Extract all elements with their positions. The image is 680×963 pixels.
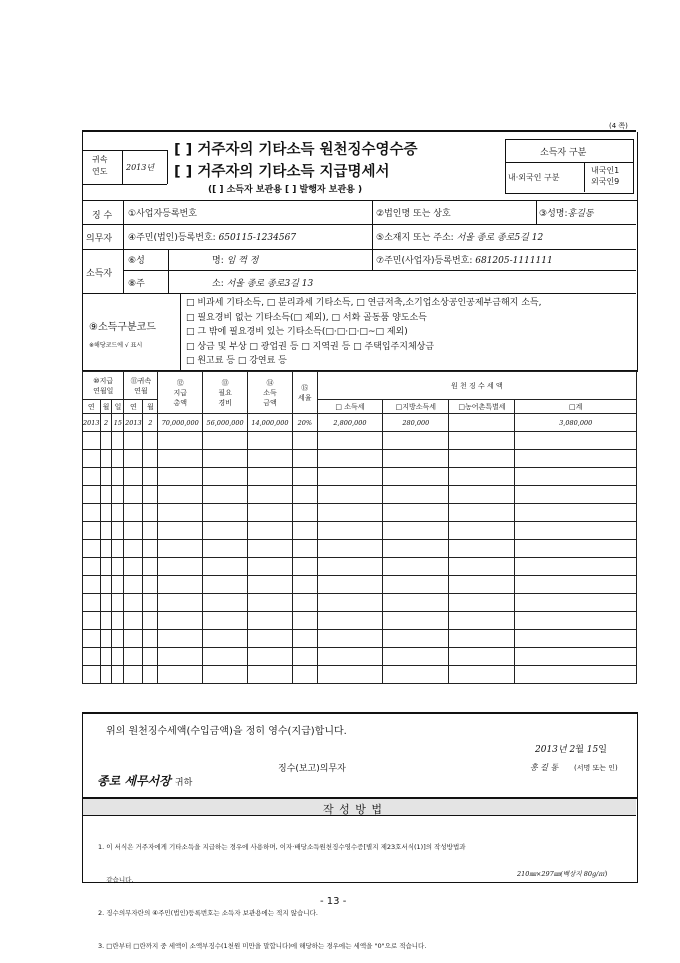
page-number: - 13 - (320, 896, 347, 907)
title-statement: [ ] 거주자의 기타소득 지급명세서 (174, 164, 390, 180)
header-withholding: 원 천 징 수 세 액 (317, 372, 636, 400)
table-cell[interactable] (100, 540, 112, 558)
table-cell[interactable] (158, 468, 203, 486)
table-cell[interactable] (383, 450, 449, 468)
receipt-date-year: 2013년 (535, 745, 567, 755)
field-address (376, 230, 543, 243)
table-cell[interactable] (112, 504, 124, 522)
earner-name-value: 임 꺽 정 (226, 256, 259, 266)
header-attr-month: 월 (143, 400, 158, 414)
table-cell[interactable] (449, 576, 515, 594)
table-cell[interactable] (248, 486, 293, 504)
table-cell[interactable] (124, 540, 143, 558)
table-cell[interactable] (124, 576, 143, 594)
table-cell[interactable] (515, 540, 637, 558)
table-cell[interactable] (515, 612, 637, 630)
table-cell[interactable] (143, 486, 158, 504)
table-cell[interactable] (383, 594, 449, 612)
table-cell[interactable] (449, 648, 515, 666)
table-row (83, 558, 637, 576)
table-cell[interactable] (248, 594, 293, 612)
table-cell[interactable] (449, 450, 515, 468)
table-cell[interactable] (124, 522, 143, 540)
earner-name-label: 명: (212, 256, 224, 266)
header-rural-tax: □농어촌특별세 (449, 400, 515, 414)
earner-resident-label: ⑦주민(사업자)등록번호: (376, 256, 473, 266)
table-cell[interactable] (515, 648, 637, 666)
table-cell[interactable] (317, 648, 382, 666)
table-cell[interactable] (248, 666, 293, 684)
table-cell[interactable] (124, 648, 143, 666)
income-code-option[interactable]: □ 원고료 등 □ 강연료 등 (186, 356, 287, 366)
income-code-option[interactable]: □ 그 밖에 필요경비 있는 기타소득(□·□·□·□~□ 제외) (186, 327, 408, 337)
income-code-title: ⑨소득구분코드 (89, 322, 156, 333)
table-cell[interactable] (292, 468, 317, 486)
table-cell[interactable] (248, 540, 293, 558)
table-cell[interactable] (383, 612, 449, 630)
table-cell[interactable] (143, 594, 158, 612)
table-cell[interactable] (203, 468, 248, 486)
table-cell[interactable] (143, 450, 158, 468)
table-cell[interactable] (203, 558, 248, 576)
table-cell[interactable] (83, 558, 101, 576)
table-cell[interactable] (383, 432, 449, 450)
table-cell[interactable] (383, 468, 449, 486)
table-cell[interactable] (292, 630, 317, 648)
table-cell[interactable] (124, 666, 143, 684)
rep-name-value: 홍길동 (567, 209, 594, 219)
table-cell[interactable]: 2013 (83, 414, 101, 432)
table-cell[interactable] (158, 576, 203, 594)
table-cell[interactable] (449, 432, 515, 450)
table-cell[interactable] (83, 468, 101, 486)
table-cell[interactable] (515, 486, 637, 504)
table-cell[interactable] (383, 540, 449, 558)
table-cell[interactable]: 2 (100, 414, 112, 432)
table-cell[interactable] (203, 648, 248, 666)
table-cell[interactable] (83, 648, 101, 666)
table-cell[interactable] (124, 450, 143, 468)
table-cell[interactable] (124, 630, 143, 648)
table-cell[interactable] (449, 486, 515, 504)
table-cell[interactable] (112, 612, 124, 630)
earner-address-num: ⑧주 (128, 279, 145, 289)
resident-no-label: ④주민(법인)등록번호: (128, 233, 216, 243)
table-cell[interactable] (100, 450, 112, 468)
table-cell[interactable] (124, 612, 143, 630)
income-code-option[interactable]: □ 필요경비 없는 기타소득(□ 제외), □ 서화 골동품 양도소득 (186, 312, 427, 323)
table-cell[interactable] (515, 468, 637, 486)
table-cell[interactable] (158, 450, 203, 468)
table-cell[interactable] (449, 612, 515, 630)
withholding-table (82, 371, 637, 684)
table-cell[interactable] (292, 594, 317, 612)
table-cell[interactable] (203, 504, 248, 522)
table-cell[interactable] (100, 630, 112, 648)
table-cell[interactable] (112, 522, 124, 540)
table-row (83, 594, 637, 612)
table-cell[interactable] (317, 576, 382, 594)
page-note: (4 쪽) (609, 122, 628, 130)
earner-resident-value: 681205-1111111 (475, 256, 553, 266)
table-cell[interactable] (100, 486, 112, 504)
earner-address-value: 서울 종로 종로3길 13 (226, 279, 314, 289)
table-cell[interactable]: 14,000,000 (248, 414, 293, 432)
table-cell[interactable] (292, 540, 317, 558)
earner-section-label: 소득자 (86, 269, 113, 279)
tax-office (97, 772, 192, 789)
table-cell[interactable] (383, 486, 449, 504)
attribution-year: 2013년 (126, 163, 155, 172)
table-cell[interactable] (83, 666, 101, 684)
table-cell[interactable] (248, 468, 293, 486)
table-cell[interactable] (83, 486, 101, 504)
table-cell[interactable] (143, 630, 158, 648)
earner-name-num: ⑥성 (128, 256, 145, 266)
table-cell[interactable] (248, 576, 293, 594)
table-cell[interactable] (158, 504, 203, 522)
header-year: 연 (83, 400, 101, 414)
title-receipt: [ ] 거주자의 기타소득 원천징수영수증 (174, 142, 418, 158)
table-cell[interactable] (158, 432, 203, 450)
table-cell[interactable] (515, 666, 637, 684)
resident-no-value: 650115-1234567 (218, 233, 297, 243)
table-cell[interactable] (203, 432, 248, 450)
tax-office-suffix: 귀하 (174, 778, 193, 788)
table-cell[interactable] (83, 522, 101, 540)
earner-type-label: 내·외국인 구분 (508, 173, 560, 182)
table-cell[interactable] (449, 540, 515, 558)
table-row (83, 504, 637, 522)
receipt-date-day: 15 (586, 745, 599, 755)
table-cell[interactable] (317, 432, 382, 450)
table-cell[interactable] (112, 450, 124, 468)
table-cell[interactable] (83, 540, 101, 558)
table-cell[interactable] (317, 612, 382, 630)
table-cell[interactable] (83, 450, 101, 468)
table-cell[interactable] (158, 540, 203, 558)
table-cell[interactable]: 280,000 (383, 414, 449, 432)
income-code-option[interactable]: □ 비과세 기타소득, □ 분리과세 기타소득, □ 연금저축,소기업소상공인공제부금해지 소득, (186, 298, 542, 308)
table-cell[interactable] (143, 522, 158, 540)
header-pay-date: ⑩지급 연월일 (83, 372, 124, 400)
table-cell[interactable] (158, 612, 203, 630)
withholder-label-2: 의무자 (86, 234, 113, 244)
table-cell[interactable] (292, 522, 317, 540)
table-cell[interactable]: 3,080,000 (515, 414, 637, 432)
withholder-label-1: 징 수 (92, 211, 113, 221)
table-cell[interactable] (112, 576, 124, 594)
table-cell[interactable] (449, 468, 515, 486)
table-cell[interactable] (383, 630, 449, 648)
table-cell[interactable] (449, 666, 515, 684)
income-code-options (186, 296, 541, 369)
table-cell[interactable] (248, 504, 293, 522)
table-cell[interactable] (515, 504, 637, 522)
table-row (83, 630, 637, 648)
table-row (83, 612, 637, 630)
table-row (83, 576, 637, 594)
table-cell[interactable] (515, 594, 637, 612)
earner-address (212, 276, 313, 289)
table-cell[interactable] (292, 666, 317, 684)
instructions-title: 작 성 방 법 (323, 803, 383, 816)
table-cell[interactable] (83, 594, 101, 612)
table-cell[interactable] (143, 576, 158, 594)
table-cell[interactable] (124, 486, 143, 504)
table-cell[interactable] (100, 594, 112, 612)
table-cell[interactable] (100, 666, 112, 684)
table-cell[interactable] (203, 612, 248, 630)
table-cell[interactable] (248, 648, 293, 666)
table-cell[interactable] (248, 558, 293, 576)
table-cell[interactable] (158, 594, 203, 612)
table-cell[interactable] (143, 558, 158, 576)
table-cell[interactable] (449, 630, 515, 648)
instructions-list (98, 820, 466, 963)
table-cell[interactable] (124, 468, 143, 486)
table-cell[interactable] (158, 666, 203, 684)
table-cell[interactable] (515, 576, 637, 594)
table-cell[interactable] (158, 630, 203, 648)
table-cell[interactable] (383, 504, 449, 522)
title-copy-type: ([ ] 소득자 보관용 [ ] 발행자 보관용 ) (208, 185, 363, 195)
table-cell[interactable] (143, 504, 158, 522)
table-cell[interactable] (317, 522, 382, 540)
table-cell[interactable]: 20% (292, 414, 317, 432)
table-cell[interactable] (203, 666, 248, 684)
table-cell[interactable] (143, 666, 158, 684)
header-day: 일 (112, 400, 124, 414)
header-attr-year: 연 (124, 400, 143, 414)
table-cell[interactable]: 70,000,000 (158, 414, 203, 432)
table-cell[interactable] (158, 486, 203, 504)
receipt-date (535, 742, 607, 755)
header-local-tax: □지방소득세 (383, 400, 449, 414)
table-cell[interactable] (158, 558, 203, 576)
earner-name (212, 253, 258, 266)
table-cell[interactable] (317, 504, 382, 522)
table-cell[interactable] (112, 648, 124, 666)
table-cell[interactable] (203, 630, 248, 648)
income-code-note: ※해당코드에 √ 표시 (89, 342, 143, 349)
field-resident-no (128, 230, 296, 243)
table-row (83, 468, 637, 486)
instruction-item: 같습니다. (98, 876, 134, 884)
table-cell[interactable] (143, 432, 158, 450)
header-month: 월 (100, 400, 112, 414)
table-cell[interactable] (292, 450, 317, 468)
sign-note: (서명 또는 인) (574, 764, 618, 772)
table-cell[interactable] (383, 648, 449, 666)
table-cell[interactable] (248, 522, 293, 540)
table-cell[interactable] (100, 648, 112, 666)
table-cell[interactable] (203, 594, 248, 612)
table-cell[interactable] (112, 486, 124, 504)
table-cell[interactable] (515, 450, 637, 468)
table-cell[interactable] (449, 522, 515, 540)
table-cell[interactable] (317, 450, 382, 468)
table-row (83, 522, 637, 540)
table-cell[interactable] (100, 432, 112, 450)
table-row (83, 432, 637, 450)
earner-resident-no (376, 253, 553, 266)
address-label: ⑤소재지 또는 주소: (376, 233, 454, 243)
signer-label: 징수(보고)의무자 (278, 764, 346, 774)
table-cell[interactable] (100, 522, 112, 540)
table-cell[interactable] (203, 576, 248, 594)
table-cell[interactable] (449, 558, 515, 576)
table-cell[interactable] (143, 612, 158, 630)
table-cell[interactable] (317, 666, 382, 684)
table-cell[interactable] (292, 432, 317, 450)
table-cell[interactable] (143, 468, 158, 486)
table-cell[interactable] (112, 594, 124, 612)
table-cell[interactable] (203, 450, 248, 468)
table-cell[interactable] (100, 576, 112, 594)
header-attr-date: ⑪귀속 연월 (124, 372, 158, 400)
header-income-tax: □ 소득세 (317, 400, 382, 414)
table-cell[interactable] (383, 666, 449, 684)
table-cell[interactable] (112, 540, 124, 558)
earner-type-header: 소득자 구분 (540, 148, 587, 158)
tax-office-name: 종로 세무서장 (97, 774, 171, 788)
table-cell[interactable] (124, 504, 143, 522)
table-cell[interactable] (112, 666, 124, 684)
table-cell[interactable] (112, 432, 124, 450)
table-cell[interactable] (449, 414, 515, 432)
instruction-item: 3. □란부터 □란까지 중 세액이 소액부징수(1천원 미만을 말합니다)에 해당하는 경우에는 세액을 "0"으로 적습니다. (98, 942, 427, 950)
table-cell[interactable]: 2,800,000 (317, 414, 382, 432)
instruction-item: 1. 이 서식은 거주자에게 기타소득을 지급하는 경우에 사용하며, 이자·배당소득원천징수영수증[별지 제23호서식(1)]의 작성방법과 (98, 843, 466, 851)
table-cell[interactable] (449, 594, 515, 612)
table-cell[interactable] (383, 558, 449, 576)
table-cell[interactable] (383, 522, 449, 540)
table-cell[interactable] (317, 468, 382, 486)
table-cell[interactable] (83, 612, 101, 630)
receipt-date-month: 2 (569, 745, 576, 755)
table-cell[interactable] (203, 522, 248, 540)
earner-type-foreign: 외국인9 (591, 177, 620, 186)
table-cell[interactable] (112, 630, 124, 648)
table-cell[interactable] (203, 486, 248, 504)
table-cell[interactable] (248, 612, 293, 630)
field-rep-name (539, 206, 594, 219)
instruction-item: 2. 징수의무자란의 ④주민(법인)등록번호는 소득자 보관용에는 적지 않습니다. (98, 909, 318, 917)
table-cell[interactable] (515, 432, 637, 450)
receipt-statement: 위의 원천징수세액(수입금액)을 정히 영수(지급)합니다. (106, 726, 347, 737)
table-cell[interactable] (100, 558, 112, 576)
table-cell[interactable] (158, 648, 203, 666)
table-cell[interactable] (515, 558, 637, 576)
attribution-label-1: 귀속 (92, 155, 108, 164)
field-business-reg-no: ①사업자등록번호 (128, 209, 197, 219)
header-total: □계 (515, 400, 637, 414)
table-cell[interactable] (292, 558, 317, 576)
table-cell[interactable] (515, 630, 637, 648)
header-pay-total: ⑫ 지급 총액 (158, 372, 203, 414)
table-cell[interactable] (248, 630, 293, 648)
table-cell[interactable] (292, 648, 317, 666)
table-cell[interactable] (317, 630, 382, 648)
table-cell[interactable] (292, 486, 317, 504)
table-row (83, 486, 637, 504)
header-tax-rate: ⑮ 세율 (292, 372, 317, 414)
table-cell[interactable]: 2013 (124, 414, 143, 432)
table-cell[interactable] (292, 612, 317, 630)
table-cell[interactable] (449, 504, 515, 522)
table-cell[interactable] (124, 558, 143, 576)
table-cell[interactable] (83, 630, 101, 648)
table-cell[interactable] (515, 522, 637, 540)
attribution-label-2: 연도 (92, 167, 108, 176)
income-code-option[interactable]: □ 상금 및 부상 □ 광업권 등 □ 지역권 등 □ 주택입주지체상금 (186, 341, 435, 352)
earner-type-domestic: 내국인1 (591, 166, 620, 175)
table-cell[interactable] (292, 576, 317, 594)
table-cell[interactable] (83, 432, 101, 450)
table-cell[interactable] (317, 594, 382, 612)
header-income-amount: ⑭ 소득 금액 (248, 372, 293, 414)
table-cell[interactable] (100, 504, 112, 522)
table-cell[interactable] (383, 576, 449, 594)
table-cell[interactable] (112, 468, 124, 486)
table-cell[interactable] (203, 540, 248, 558)
table-cell[interactable] (248, 432, 293, 450)
address-value: 서울 종로 종로5길 12 (456, 233, 544, 243)
table-row (83, 450, 637, 468)
table-cell[interactable] (317, 486, 382, 504)
earner-address-label: 소: (212, 279, 224, 289)
rep-name-label: ③성명: (539, 209, 568, 219)
table-cell[interactable]: 2 (143, 414, 158, 432)
table-row (83, 540, 637, 558)
table-cell[interactable] (83, 504, 101, 522)
table-cell[interactable] (143, 648, 158, 666)
table-cell[interactable]: 15 (112, 414, 124, 432)
table-cell[interactable] (83, 576, 101, 594)
signer-name: 홍 길 동 (530, 763, 559, 772)
header-expense: ⑬ 필요 경비 (203, 372, 248, 414)
table-cell[interactable] (124, 594, 143, 612)
table-cell[interactable] (112, 558, 124, 576)
field-corp-name: ②법인명 또는 상호 (376, 209, 451, 219)
table-row (83, 648, 637, 666)
table-cell[interactable] (143, 540, 158, 558)
receipt-date-month-label: 월 (575, 745, 584, 755)
paper-spec: 210㎜×297㎜(백상지 80g/㎡) (517, 870, 608, 878)
table-cell[interactable] (248, 450, 293, 468)
table-cell[interactable] (124, 432, 143, 450)
table-cell[interactable] (292, 504, 317, 522)
table-cell[interactable]: 56,000,000 (203, 414, 248, 432)
table-cell[interactable] (100, 612, 112, 630)
table-cell[interactable] (317, 540, 382, 558)
table-row (83, 666, 637, 684)
table-cell[interactable] (100, 468, 112, 486)
table-row (83, 414, 637, 432)
table-cell[interactable] (317, 558, 382, 576)
receipt-date-day-label: 일 (598, 745, 607, 755)
table-cell[interactable] (158, 522, 203, 540)
